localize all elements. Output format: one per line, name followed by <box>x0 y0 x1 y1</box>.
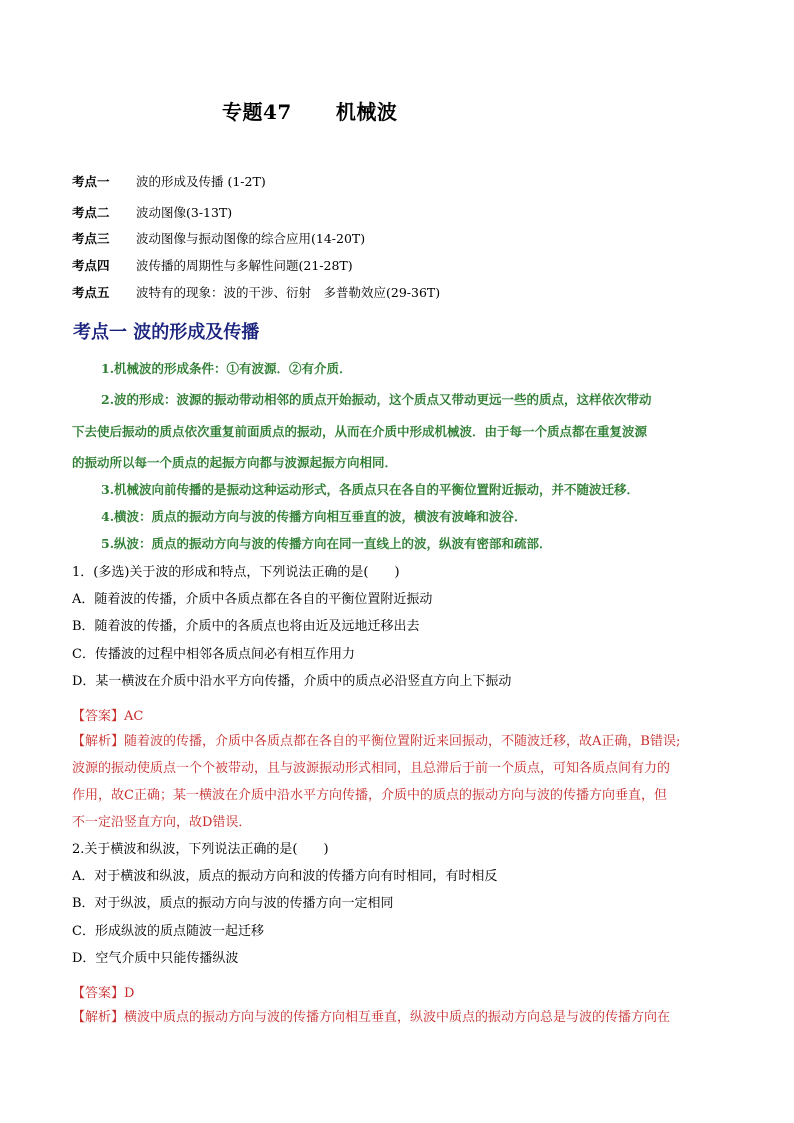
question-1-option-c: C．传播波的过程中相邻各质点间必有相互作用力 <box>72 647 355 662</box>
question-1-option-d: D．某一横波在介质中沿水平方向传播，介质中的质点必沿竖直方向上下振动 <box>72 674 512 689</box>
key-point-4: 4.横波：质点的振动方向与波的传播方向相互垂直的波，横波有波峰和波谷． <box>101 509 527 524</box>
toc-item <box>72 172 672 192</box>
question-1-answer: 【答案】AC <box>72 709 144 724</box>
toc-label: 考点一 <box>72 174 110 189</box>
question-2-option-a: A．对于横波和纵波，质点的振动方向和波的传播方向有时相同，有时相反 <box>72 869 498 884</box>
question-2-option-c: C．形成纵波的质点随波一起迁移 <box>72 924 264 939</box>
toc-label: 考点五 <box>72 285 110 300</box>
question-2-analysis-line: 【解析】横波中质点的振动方向与波的传播方向相互垂直，纵波中质点的振动方向总是与波的传播方向在 <box>72 1010 671 1025</box>
toc-label: 考点二 <box>72 205 110 220</box>
question-2-stem: 2.关于横波和纵波，下列说法正确的是( ) <box>72 842 329 857</box>
question-1-option-a: A．随着波的传播，介质中各质点都在各自的平衡位置附近振动 <box>72 592 433 607</box>
key-point-2-line: 的振动所以每一个质点的起振方向都与波源起振方向相同． <box>72 455 398 470</box>
question-1-stem: 1．(多选)关于波的形成和特点，下列说法正确的是( ) <box>72 565 400 580</box>
toc-text: 波传播的周期性与多解性问题(21-28T) <box>136 258 353 273</box>
toc-text: 波的形成及传播 (1-2T) <box>136 174 266 189</box>
page-title <box>222 96 397 125</box>
toc-item <box>72 283 672 303</box>
toc-item <box>72 203 672 223</box>
toc-item <box>72 256 672 276</box>
key-point-2-line: 2.波的形成：波源的振动带动相邻的质点开始振动，这个质点又带动更远一些的质点，这样依次带动 <box>101 392 652 407</box>
toc-text: 波动图像与振动图像的综合应用(14-20T) <box>136 231 366 246</box>
toc-text: 波动图像(3-13T) <box>136 205 233 220</box>
title-topic-number: 专题47 <box>222 100 292 124</box>
question-1-analysis-line: 波源的振动使质点一个个被带动，且与波源振动形式相同，且总滞后于前一个质点，可知各质点间有力的 <box>72 761 671 776</box>
question-1-analysis-line: 不一定沿竖直方向，故D错误． <box>72 815 252 830</box>
question-1-analysis-line: 作用，故C正确；某一横波在介质中沿水平方向传播，介质中的质点的振动方向与波的传播方向垂直，但 <box>72 788 667 803</box>
toc-text: 波特有的现象：波的干涉、衍射 多普勒效应(29-36T) <box>136 285 441 300</box>
question-1-analysis-line: 【解析】随着波的传播，介质中各质点都在各自的平衡位置附近来回振动，不随波迁移，故A正确，B错误; <box>72 734 681 749</box>
question-1-option-b: B．随着波的传播，介质中的各质点也将由近及远地迁移出去 <box>72 619 420 634</box>
key-point-1: 1.机械波的形成条件：①有波源．②有介质． <box>101 361 352 376</box>
title-topic-name: 机械波 <box>335 100 398 124</box>
section-heading: 考点一 波的形成及传播 <box>73 322 260 343</box>
key-point-2-line: 下去使后振动的质点依次重复前面质点的振动，从而在介质中形成机械波．由于每一个质点都在重复波源 <box>72 424 648 439</box>
toc-item <box>72 229 672 249</box>
question-2-option-d: D．空气介质中只能传播纵波 <box>72 951 239 966</box>
key-point-5: 5.纵波：质点的振动方向与波的传播方向在同一直线上的波，纵波有密部和疏部． <box>101 536 552 551</box>
question-2-option-b: B．对于纵波，质点的振动方向与波的传播方向一定相同 <box>72 896 394 911</box>
key-point-3: 3.机械波向前传播的是振动这种运动形式，各质点只在各自的平衡位置附近振动，并不随波迁移． <box>101 482 640 497</box>
toc-label: 考点四 <box>72 258 110 273</box>
question-2-answer: 【答案】D <box>72 986 135 1001</box>
toc-label: 考点三 <box>72 231 110 246</box>
